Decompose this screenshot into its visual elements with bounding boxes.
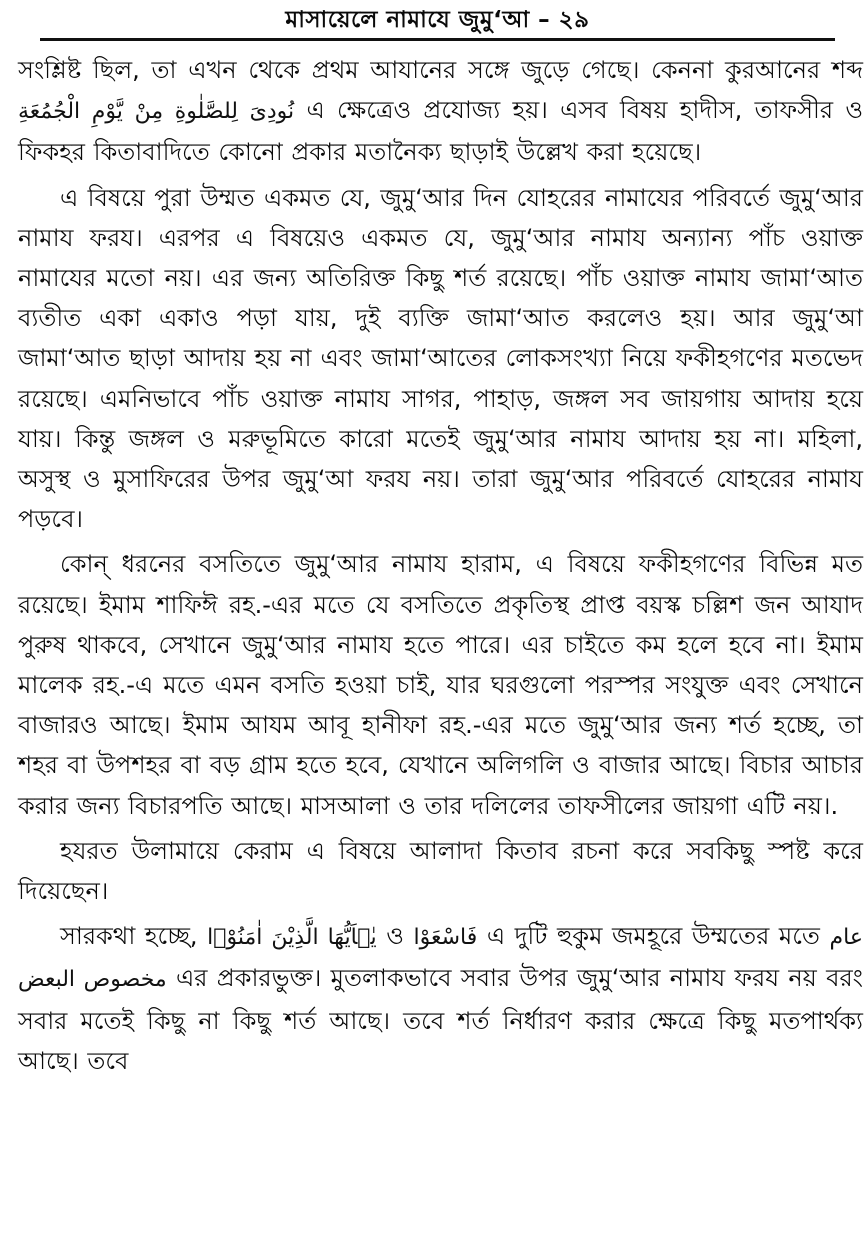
arabic-quote: فَاسْعَوْا bbox=[413, 925, 478, 951]
paragraph-1-text-b: এ ক্ষেত্রেও প্রযোজ্য হয়। এসব বিষয় হাদীস, তাফসীর ও ফিকহর কিতাবাদিতে কোনো প্রকার মতানৈক্য ছাড়াই উল্লেখ করা হয়েছে। bbox=[18, 96, 863, 167]
paragraph-3-text: কোন্ ধরনের বসতিতে জুমু‘আর নামায হারাম, এ বিষয়ে ফকীহগণের বিভিন্ন মত রয়েছে। ইমাম শাফিঈ রহ.-এর মতে যে বসতিতে প্রকৃতিস্থ প্রাপ্ত বয়স্ক চল্লিশ জন আযাদ পুরুষ থাকবে, সেখানে জুমু‘আর নামায হতে পারে। এর চাইতে কম হলে হবে না। ইমাম মালেক রহ.-এ মতে এমন বসতি হওয়া চাই, যার ঘরগুলো পরস্পর সংযুক্ত এবং সেখানে বাজারও আছে। ইমাম আযম আবূ হানীফা রহ.-এর মতে জুমু‘আর জন্য শর্ত হচ্ছে, তা শহর বা উপশহর বা বড় গ্রাম হতে হবে, যেখানে অলিগলি ও বাজার আছে। বিচার আচার করার জন্য বিচারপতি আছে। মাসআলা ও তার দলিলের তাফসীলের জায়গা এটি নয়।. bbox=[18, 550, 863, 820]
paragraph-5 bbox=[18, 916, 863, 1081]
page-body bbox=[18, 50, 863, 1081]
arabic-quote: نُودِىَ لِلصَّلٰوةِ مِنْ يَّوْمِ الْجُمُعَةِ bbox=[18, 99, 295, 125]
paragraph-4-text: হযরত উলামায়ে কেরাম এ বিষয়ে আলাদা কিতাব রচনা করে সবকিছু স্পষ্ট করে দিয়েছেন। bbox=[18, 836, 863, 906]
arabic-quote: يٰۤاَيُّهَا الَّذِيْنَ اٰمَنُوْۤا bbox=[207, 925, 377, 951]
paragraph-1 bbox=[18, 50, 863, 173]
header-divider bbox=[40, 38, 835, 41]
paragraph-5-text-a: সারকথা হচ্ছে, bbox=[60, 922, 208, 951]
paragraph-5-text-d: এর প্রকারভুক্ত। মুতলাকভাবে সবার উপর জুমু‘আর নামায ফরয নয় বরং সবার মতেই কিছু না কিছু শর্ত আছে। তবে শর্ত নির্ধারণ করার ক্ষেত্রে কিছু মতপার্থক্য আছে। তবে bbox=[18, 964, 863, 1075]
paragraph-5-text-c: এ দুটি হুকুম জমহূরে উম্মতের মতে bbox=[477, 922, 830, 951]
paragraph-1-text-a: সংশ্লিষ্ট ছিল, তা এখন থেকে প্রথম আযানের সঙ্গে জুড়ে গেছে। কেননা কুরআনের শব্দ bbox=[18, 56, 863, 84]
running-header: মাসায়েলে নামাযে জুমু‘আ – ২৯ bbox=[285, 7, 590, 33]
arabic-term: عام مخصوص البعض bbox=[18, 925, 863, 993]
paragraph-4 bbox=[18, 831, 863, 911]
paragraph-2-text: এ বিষয়ে পুরা উম্মত একমত যে, জুমু‘আর দিন যোহরের নামাযের পরিবর্তে জুমু‘আর নামায ফরয। এরপর এ বিষয়েও একমত যে, জুমু‘আর নামায অন্যান্য পাঁচ ওয়াক্ত নামাযের মতো নয়। এর জন্য অতিরিক্ত কিছু শর্ত রয়েছে। পাঁচ ওয়াক্ত নামায জামা‘আত ব্যতীত একা একাও পড়া যায়, দুই ব্যক্তি জামা‘আত করলেও হয়। আর জুমু‘আ জামা‘আত ছাড়া আদায় হয় না এবং জামা‘আতের লোকসংখ্যা নিয়ে ফকীহগণের মতভেদ রয়েছে। এমনিভাবে পাঁচ ওয়াক্ত নামায সাগর, পাহাড়, জঙ্গল সব জায়গায় আদায় হয়ে যায়। কিন্তু জঙ্গল ও মরুভূমিতে কারো মতেই জুমু‘আর নামায আদায় হয় না। মহিলা, অসুস্থ ও মুসাফিরের উপর জুমু‘আ ফরয নয়। তারা জুমু‘আর পরিবর্তে যোহরের নামায পড়বে। bbox=[18, 183, 863, 534]
paragraph-3 bbox=[18, 544, 863, 825]
paragraph-5-text-b: ও bbox=[376, 922, 414, 951]
paragraph-2 bbox=[18, 178, 863, 540]
